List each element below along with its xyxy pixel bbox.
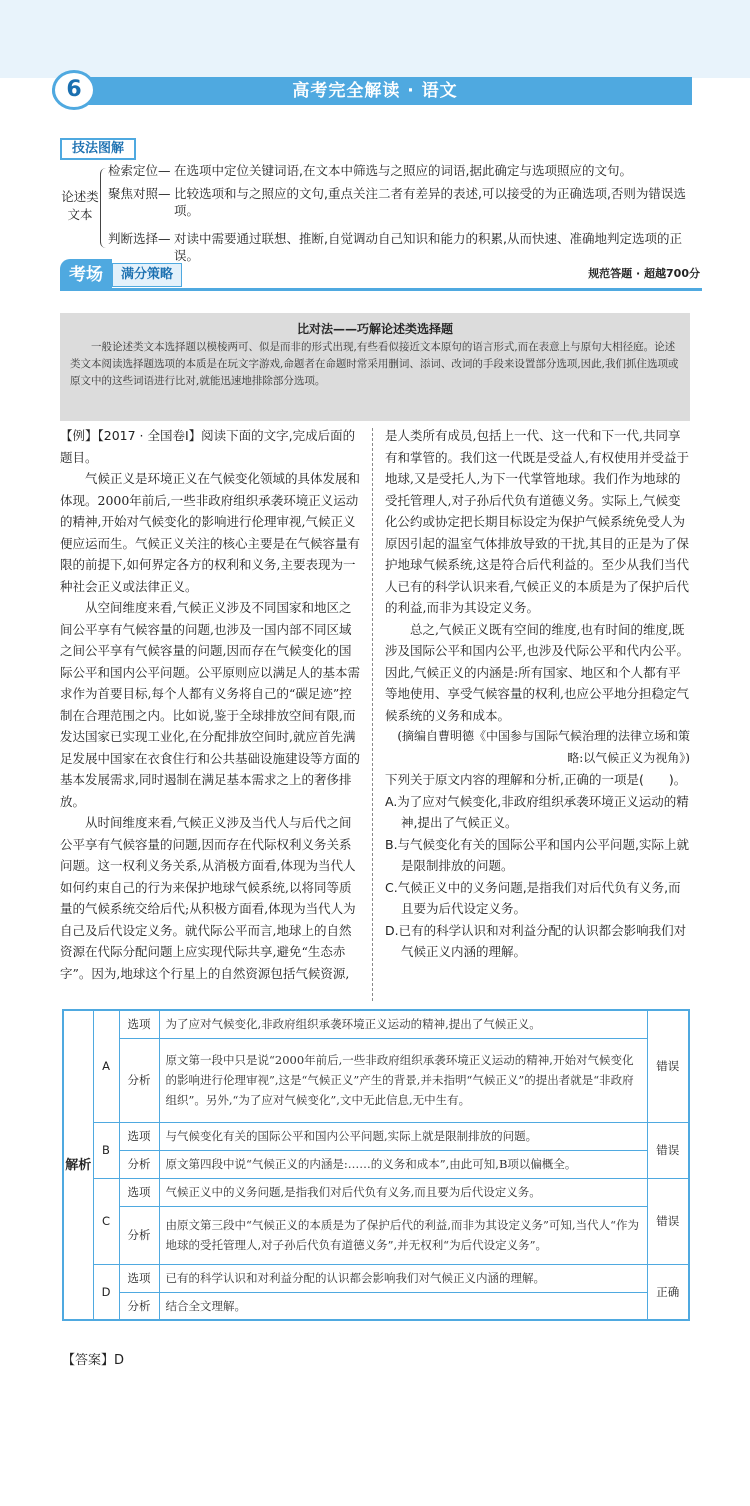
analysis-text: 原文第四段中说“气候正义的内涵是:……的义务和成本”,由此可知,B项以偏概全。 [159, 1150, 647, 1178]
passage-right-column [385, 425, 690, 963]
top-band [0, 0, 750, 78]
analysis-side-label: 解析 [63, 1010, 93, 1320]
row-kind: 选项 [119, 1010, 159, 1038]
option-letter: C [93, 1178, 119, 1264]
row-kind: 选项 [119, 1178, 159, 1206]
answer-line [62, 1349, 124, 1368]
verdict: 正确 [647, 1264, 689, 1320]
row-kind: 选项 [119, 1264, 159, 1292]
passage-paragraph: 从空间维度来看,气候正义涉及不同国家和地区之间公平享有气候容量的问题,也涉及一国内部不同区域之间公平享有气候容量的问题,因而存在气候变化的国际公平和国内公平问题。公平原则应以满足人的基本需求作为首要目标,每个人都有义务将自己的“碳足迹”控制在合理范围之内。比如说,鉴于全球排放空间有限,而发达国家已实现工业化,在分配排放空间时,就应首先满足发展中国家在衣食住行和公共基础设施建设等方面的基本发展需求,同时遏制在满足基本需求之上的奢侈排放。 [60, 600, 361, 809]
example-head: 【例】【2017 · 全国卷Ⅰ】阅读下面的文字,完成后面的题目。 [60, 428, 356, 465]
question-stem: 下列关于原文内容的理解和分析,正确的一项是( )。 [385, 772, 687, 787]
option-text: 为了应对气候变化,非政府组织承袭环境正义运动的精神,提出了气候正义。 [159, 1010, 647, 1038]
technique-tag: 技法图解 [60, 138, 136, 160]
option-letter: D [93, 1264, 119, 1320]
row-kind: 分析 [119, 1038, 159, 1122]
question-option: B.与气候变化有关的国际公平和国内公平问题,实际上就是限制排放的问题。 [385, 836, 690, 873]
technique-desc: 比较选项和与之照应的文句,重点关注二者有差异的表述,可以接受的为正确选项,否则为错误选项。 [174, 186, 686, 218]
row-kind: 分析 [119, 1292, 159, 1320]
option-text: 与气候变化有关的国际公平和国内公平问题,实际上就是限制排放的问题。 [159, 1122, 647, 1150]
table-row [63, 1150, 689, 1178]
table-row [63, 1264, 689, 1292]
brace-icon [100, 168, 108, 248]
answer-label: 【答案】 [62, 1353, 115, 1368]
verdict: 错误 [647, 1122, 689, 1178]
option-letter: A [93, 1010, 119, 1122]
question-option: C.气候正义中的义务问题,是指我们对后代负有义务,而且要为后代设定义务。 [385, 879, 681, 916]
technique-label: 论述类文本 [61, 189, 99, 222]
passage-left-column [60, 425, 360, 984]
table-row [63, 1122, 689, 1150]
option-letter: B [93, 1122, 119, 1178]
answer-value: D [114, 1353, 125, 1368]
table-row [63, 1292, 689, 1320]
verdict: 错误 [647, 1178, 689, 1264]
section-right-text: 规范答题 · 超越700分 [588, 267, 700, 280]
strategy-title: 比对法——巧解论述类选择题 [296, 322, 453, 336]
option-text: 已有的科学认识和对利益分配的认识都会影响我们对气候正义内涵的理解。 [159, 1264, 647, 1292]
analysis-text: 结合全文理解。 [159, 1292, 647, 1320]
table-row [63, 1178, 689, 1206]
page-number: 6 [52, 70, 96, 110]
row-kind: 分析 [119, 1206, 159, 1264]
passage-paragraph: 气候正义是环境正义在气候变化领域的具体发展和体现。2000年前后,一些非政府组织承袭环境正义运动的精神,开始对气候变化的影响进行伦理审视,气候正义便应运而生。气候正义关注的核心主要是在气候容量有限的前提下,如何界定各方的权利和义务,主要表现为一种社会正义或法律正义。 [60, 471, 361, 594]
technique-row [108, 162, 698, 179]
question-option: A.为了应对气候变化,非政府组织承袭环境正义运动的精神,提出了气候正义。 [385, 793, 689, 830]
column-divider [372, 428, 373, 1001]
technique-diagram [60, 160, 700, 263]
technique-desc: 对读中需要通过联想、推断,自觉调动自己知识和能力的积累,从而快速、准确地判定选项的正误。 [174, 231, 682, 263]
verdict: 错误 [647, 1010, 689, 1122]
table-row [63, 1206, 689, 1264]
section-title: 满分策略 [112, 263, 182, 287]
analysis-text: 原文第一段中只是说“2000年前后,一些非政府组织承袭环境正义运动的精神,开始对气候变化的影响进行伦理审视”,这是“气候正义”产生的背景,并未指明“气候正义”的提出者就是“非政府组织”。另外,“为了应对气候变化”,文中无此信息,无中生有。 [159, 1038, 647, 1122]
technique-row [108, 185, 698, 219]
question-option: D.已有的科学认识和对利益分配的认识都会影响我们对气候正义内涵的理解。 [385, 922, 687, 959]
passage-paragraph: 总之,气候正义既有空间的维度,也有时间的维度,既涉及国际公平和国内公平,也涉及代际公平和代内公平。因此,气候正义的内涵是:所有国家、地区和个人都有平等地使用、享受气候容量的权利,也应公平地分担稳定气候系统的义务和成本。 [385, 621, 689, 723]
table-row [63, 1010, 689, 1038]
strategy-paragraph: 一般论述类文本选择题以模棱两可、似是而非的形式出现,有些看似接近文本原句的语言形式,而在表意上与原句大相径庭。论述类文本阅读选择题选项的本质是在玩文字游戏,命题者在命题时常采用删词、添词、改词的手段来设置部分选项,因此,我们抓住选项或原文中的这些词语进行比对,就能迅速地排除部分选项。 [70, 341, 679, 387]
technique-desc: 在选项中定位关键词语,在文本中筛选与之照应的词语,据此确定与选项照应的文句。 [174, 163, 632, 178]
passage-source: (摘编自曹明德《中国参与国际气候治理的法律立场和策略:以气候正义为视角》) [397, 729, 690, 765]
technique-step: 判断选择— [108, 231, 171, 246]
passage-paragraph: 从时间维度来看,气候正义涉及当代人与后代之间公平享有气候容量的问题,因而存在代际权利义务关系问题。这一权利义务关系,从消极方面看,体现为当代人如何约束自己的行为来保护地球气候系统,以将同等质量的气候系统交给后代;从积极方面看,体现为当代人为自己及后代设定义务。就代际公平而言,地球上的自然资源在代际分配问题上应实现代际共享,避免“生态赤字”。因为,地球这个行星上的自然资源包括气候资源, [60, 815, 356, 981]
passage-paragraph: 是人类所有成员,包括上一代、这一代和下一代,共同享有和掌管的。我们这一代既是受益人,有权使用并受益于地球,又是受托人,为下一代掌管地球。我们作为地球的受托管理人,对子孙后代负有道德义务。实际上,气候变化公约或协定把长期目标设定为保护气候系统免受人为原因引起的温室气体排放导致的干扰,其目的正是为了保护地球气候系统,这是符合后代利益的。至少从我们当代人已有的科学认识来看,气候正义的本质是为了保护后代的利益,而非为其设定义务。 [385, 428, 689, 615]
section-badge: 考场 [60, 259, 112, 291]
table-row [63, 1038, 689, 1122]
analysis-text: 由原文第三段中“气候正义的本质是为了保护后代的利益,而非为其设定义务”可知,当代人“作为地球的受托管理人,对子孙后代负有道德义务”,并无权利“为后代设定义务”。 [159, 1206, 647, 1264]
strategy-box [60, 313, 690, 421]
option-text: 气候正义中的义务问题,是指我们对后代负有义务,而且要为后代设定义务。 [159, 1178, 647, 1206]
technique-step: 检索定位— [108, 163, 171, 178]
row-kind: 选项 [119, 1122, 159, 1150]
header-title: 高考完全解读 · 语文 [292, 81, 458, 101]
technique-step: 聚焦对照— [108, 186, 171, 201]
analysis-table [62, 1009, 690, 1321]
row-kind: 分析 [119, 1150, 159, 1178]
